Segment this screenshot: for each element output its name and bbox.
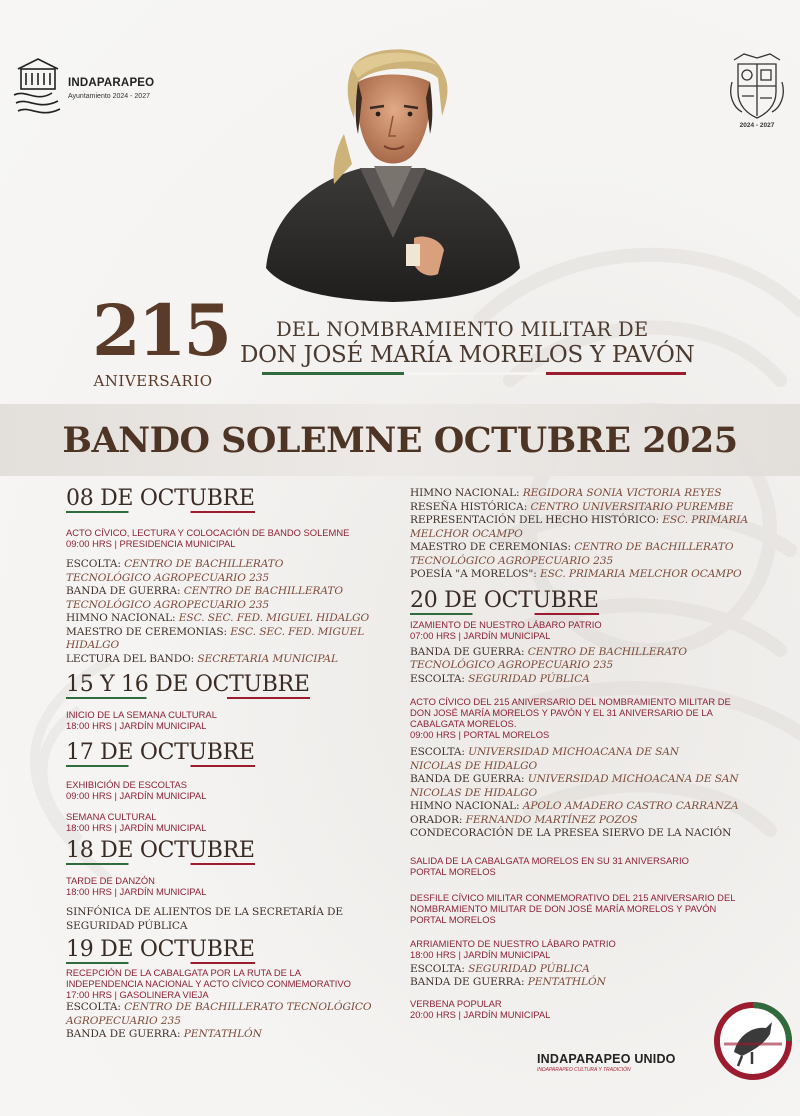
role-row: ESCOLTA: SEGURIDAD PÚBLICA: [410, 672, 590, 685]
date-heading: 17 DE OCTUBRE: [66, 740, 255, 765]
role-row: BANDA DE GUERRA: PENTATHLÓN: [66, 1028, 262, 1040]
date-heading: 08 DE OCTUBRE: [66, 486, 255, 511]
role-row-cont: NICOLAS DE HIDALGO: [410, 786, 538, 799]
title-underline-white: [404, 372, 546, 375]
coat-of-arms-icon: [730, 52, 784, 120]
role-row: ESCOLTA: CENTRO DE BACHILLERATO: [66, 558, 284, 570]
date-section-17: [66, 740, 396, 834]
role-row-cont: TECNOLÓGICO AGROPECUARIO 235: [66, 571, 270, 584]
role-row: ESCOLTA: CENTRO DE BACHILLERATO TECNOLÓGICO: [66, 1001, 372, 1013]
role-row: RESEÑA HISTÓRICA: CENTRO UNIVERSITARIO PUREMBE: [410, 500, 734, 513]
event-time-place: 18:00 HRS | JARDÍN MUNICIPAL: [66, 822, 207, 833]
event-title: SALIDA DE LA CABALGATA MORELOS EN SU 31 ANIVERSARIO: [410, 854, 689, 866]
role-row: REPRESENTACIÓN DEL HECHO HISTÓRICO: ESC. PRIMARIA: [410, 514, 749, 526]
role-row-cont: SEGURIDAD PÚBLICA: [66, 919, 188, 932]
date-underline: [66, 962, 255, 964]
role-row-cont: HIDALGO: [66, 639, 120, 651]
event-time-place: 18:00 HRS | JARDÍN MUNICIPAL: [66, 886, 207, 897]
event-title-cont: CABALGATA MORELOS.: [410, 718, 517, 729]
footer-tagline: INDAPARAPEO CULTURA Y TRADICIÓN: [537, 1067, 631, 1073]
event-place: PORTAL MORELOS: [410, 865, 496, 877]
event-time-place: 09:00 HRS | PORTAL MORELOS: [410, 729, 550, 740]
event-time-place: 09:00 HRS | PRESIDENCIA MUNICIPAL: [66, 538, 236, 549]
date-section-19: [66, 937, 396, 1042]
role-row-cont: AGROPECUARIO 235: [66, 1014, 181, 1027]
date-heading: 15 Y 16 DE OCTUBRE: [66, 672, 310, 697]
right-column: [410, 487, 750, 1021]
event-title: INICIO DE LA SEMANA CULTURAL: [66, 709, 217, 720]
date-underline: [66, 863, 255, 865]
event-title-cont: NOMBRAMIENTO MILITAR DE DON JOSÉ MARÍA MORELOS Y PAVÓN: [410, 902, 717, 914]
date-heading: 19 DE OCTUBRE: [66, 937, 255, 962]
date-section-20: [410, 588, 750, 1021]
footer-brand: INDAPARAPEO UNIDO: [537, 1052, 676, 1066]
indaparapeo-logo: [12, 55, 172, 125]
event-title: SEMANA CULTURAL: [66, 811, 157, 822]
role-row-cont: NICOLAS DE HIDALGO: [410, 759, 538, 772]
event-title: EXHIBICIÓN DE ESCOLTAS: [66, 779, 188, 790]
event-place: PORTAL MORELOS: [410, 913, 496, 925]
date-underline: [66, 765, 255, 767]
title-underline-red: [546, 372, 686, 375]
title-line-1: DEL NOMBRAMIENTO MILITAR DE: [276, 318, 649, 341]
morelos-portrait-image: [262, 38, 524, 308]
title-underline-green: [262, 372, 404, 375]
event-time-place: 20:00 HRS | JARDÍN MUNICIPAL: [410, 1008, 551, 1020]
logo-subtitle: Ayuntamiento 2024 - 2027: [68, 93, 150, 100]
event-title: IZAMIENTO DE NUESTRO LÁBARO PATRIO: [410, 618, 602, 630]
date-underline: [66, 697, 310, 699]
date-section-08: [66, 486, 396, 666]
role-row: MAESTRO DE CEREMONIAS: CENTRO DE BACHILLERATO: [410, 541, 734, 553]
date-underline: [66, 511, 255, 513]
role-row-cont: TECNOLÓGICO AGROPECUARIO 235: [410, 659, 614, 671]
event-title: ARRIAMIENTO DE NUESTRO LÁBARO PATRIO: [410, 937, 616, 949]
date-section-15-16: [66, 672, 396, 732]
role-row: HIMNO NACIONAL: ESC. SEC. FED. MIGUEL HIDALGO: [66, 612, 370, 624]
role-row: LECTURA DEL BANDO: SECRETARIA MUNICIPAL: [66, 652, 338, 665]
date-underline: [410, 613, 599, 615]
role-row: HIMNO NACIONAL: REGIDORA SONIA VICTORIA REYES: [410, 487, 722, 499]
role-row-cont: MELCHOR OCAMPO: [410, 527, 523, 540]
role-row-cont: TECNOLÓGICO AGROPECUARIO 235: [410, 554, 614, 567]
event-time-place: 07:00 HRS | JARDÍN MUNICIPAL: [410, 629, 551, 641]
anniversary-label: ANIVERSARIO: [93, 372, 213, 390]
role-row-cont: TECNOLÓGICO AGROPECUARIO 235: [66, 598, 270, 611]
event-title: ACTO CÍVICO, LECTURA Y COLOCACIÓN DE BANDO SOLEMNE: [66, 527, 350, 538]
logo-name: INDAPARAPEO: [68, 77, 155, 89]
event-time-place: 17:00 HRS | GASOLINERA VIEJA: [66, 989, 209, 1000]
page-title: BANDO SOLEMNE OCTUBRE 2025: [62, 420, 738, 461]
event-time-place: 18:00 HRS | JARDÍN MUNICIPAL: [410, 948, 551, 960]
event-title: ACTO CÍVICO DEL 215 ANIVERSARIO DEL NOMBRAMIENTO MILITAR DE: [410, 696, 731, 707]
title-line-2: DON JOSÉ MARÍA MORELOS Y PAVÓN: [240, 342, 695, 368]
role-row: MAESTRO DE CEREMONIAS: ESC. SEC. FED. MIGUEL: [66, 625, 365, 638]
anniversary-number: 215: [92, 289, 230, 372]
role-row: SINFÓNICA DE ALIENTOS DE LA SECRETARÍA DE: [66, 906, 344, 918]
event-title-cont: INDEPENDENCIA NACIONAL Y ACTO CÍVICO CONMEMORATIVO: [66, 978, 351, 989]
continued-roles: [410, 487, 750, 582]
event-title: TARDE DE DANZÓN: [66, 875, 155, 886]
event-title: VERBENA POPULAR: [410, 997, 502, 1009]
event-title: DESFILE CÍVICO MILITAR CONMEMORATIVO DEL 215 ANIVERSARIO DEL: [410, 891, 736, 903]
logo-years: 2024 - 2027: [739, 122, 775, 129]
role-row: ORADOR: FERNANDO MARTÍNEZ POZOS: [410, 813, 638, 826]
building-logo-icon: [12, 55, 64, 125]
role-row: POESÍA "A MORELOS": ESC. PRIMARIA MELCHOR OCAMPO: [410, 568, 742, 580]
role-row: HIMNO NACIONAL: APOLO AMADERO CASTRO CARRANZA: [410, 800, 739, 812]
role-row: ESCOLTA: UNIVERSIDAD MICHOACANA DE SAN: [410, 746, 679, 758]
event-title: RECEPCIÓN DE LA CABALGATA POR LA RUTA DE LA: [66, 967, 301, 978]
date-heading: 18 DE OCTUBRE: [66, 838, 255, 863]
event-time-place: 18:00 HRS | JARDÍN MUNICIPAL: [66, 720, 207, 731]
role-row: BANDA DE GUERRA: CENTRO DE BACHILLERATO: [410, 645, 687, 658]
event-time-place: 09:00 HRS | JARDÍN MUNICIPAL: [66, 790, 207, 801]
role-row: CONDECORACIÓN DE LA PRESEA SIERVO DE LA NACIÓN: [410, 827, 732, 839]
coat-of-arms-logo: [730, 52, 784, 132]
role-row: BANDA DE GUERRA: PENTATHLÓN: [410, 976, 606, 988]
role-row: BANDA DE GUERRA: CENTRO DE BACHILLERATO: [66, 585, 343, 597]
date-section-18: [66, 838, 396, 933]
role-row: ESCOLTA: SEGURIDAD PÚBLICA: [410, 962, 590, 975]
date-heading: 20 DE OCTUBRE: [410, 587, 599, 613]
event-title-cont: DON JOSÉ MARÍA MORELOS Y PAVÓN Y EL 31 ANIVERSARIO DE LA: [410, 707, 713, 718]
cabalgata-seal-icon: [712, 1000, 794, 1082]
role-row: BANDA DE GUERRA: UNIVERSIDAD MICHOACANA DE SAN: [410, 773, 739, 785]
left-column: [66, 486, 396, 1042]
